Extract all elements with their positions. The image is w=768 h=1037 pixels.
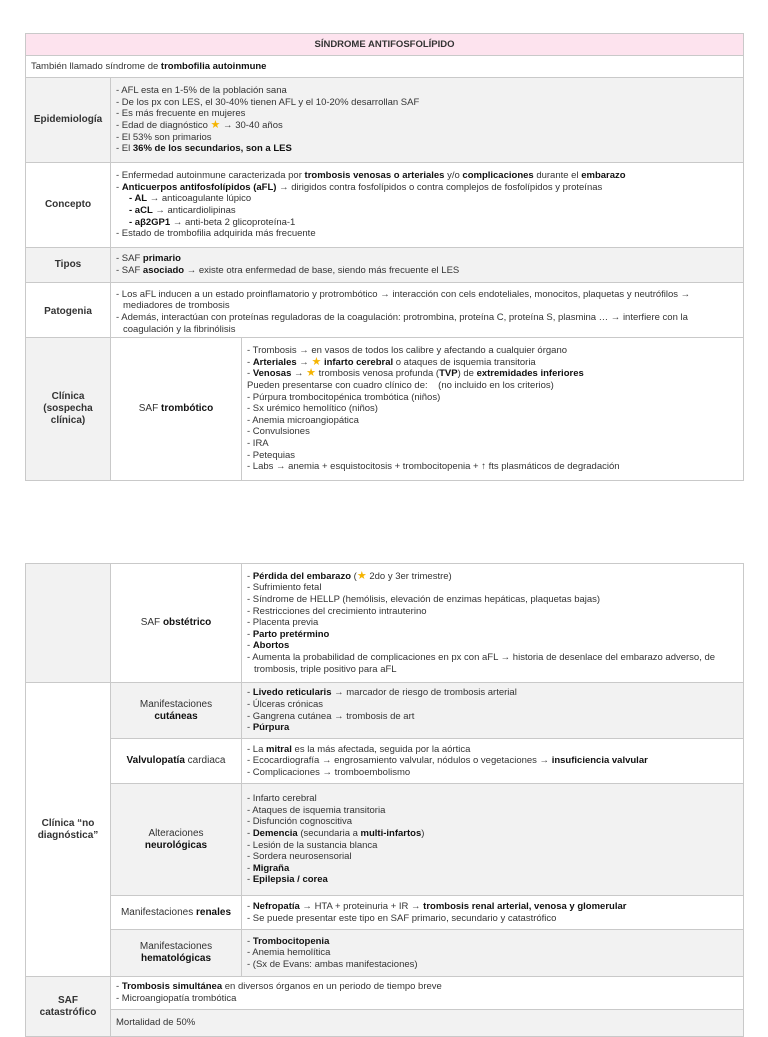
table-title: SÍNDROME ANTIFOSFOLÍPIDO — [26, 34, 744, 56]
row-concepto — [26, 163, 744, 248]
label-clinica: Clínica (sospecha clínica) — [26, 338, 111, 481]
content-saf-trombotico: - Trombosis → en vasos de todos los calibre y afectando a cualquier órgano - Arteriales → ★ infarto cerebral o ataques de isquemia transitoria - Venosas → ★ trombosis venosa profunda (TVP) de extremidades inferiores Pueden presentarse con cuadro clínico de: (no incluido en los criterios) - Púrpura trombocitopénica trombótica (niños) - Sx urémico hemolítico (niños) - Anemia microangiopática - Convulsiones - IRA - Petequias - Labs → anemia + esquistocitosis + trombocitopenia + ↑ fts plasmáticos de degradación — [242, 338, 744, 481]
content-hematologicas: - Trombocitopenia - Anemia hemolítica - (Sx de Evans: ambas manifestaciones) — [242, 930, 744, 977]
row-hematologicas — [26, 930, 744, 977]
content-mortalidad: Mortalidad de 50% — [111, 1010, 744, 1037]
sub-saf-obstetrico: SAF obstétrico — [111, 564, 242, 683]
table-main — [25, 33, 744, 342]
sub-cutaneas: Manifestaciones cutáneas — [111, 683, 242, 739]
sub-renales: Manifestaciones renales — [111, 896, 242, 930]
sub-valvulopatia: Valvulopatía cardiaca — [111, 739, 242, 784]
sub-saf-trombotico: SAF trombótico — [111, 338, 242, 481]
label-tipos: Tipos — [26, 248, 111, 283]
sub-hematologicas: Manifestaciones hematológicas — [111, 930, 242, 977]
content-tipos: - SAF primario - SAF asociado → existe otra enfermedad de base, siendo más frecuente el LES — [111, 248, 744, 283]
row-mortalidad — [26, 1010, 744, 1037]
row-valvulopatia — [26, 739, 744, 784]
table-clinica — [25, 337, 744, 481]
row-neurologicas — [26, 784, 744, 896]
row-patogenia — [26, 283, 744, 342]
label-epidemiologia: Epidemiología — [26, 78, 111, 163]
row-clinica — [26, 338, 744, 481]
content-catastrofico: - Trombosis simultánea en diversos órganos en un periodo de tiempo breve - Microangiopatía trombótica — [111, 977, 744, 1010]
content-renales: - Nefropatía → HTA + proteinuria + IR → trombosis renal arterial, venosa y glomerular - Se puede presentar este tipo en SAF primario, secundario y catastrófico — [242, 896, 744, 930]
row-catastrofico — [26, 977, 744, 1010]
label-no-diagnostica: Clínica “no diagnóstica” — [26, 683, 111, 977]
table-catastrofico — [25, 976, 744, 1037]
label-empty — [26, 564, 111, 683]
row-tipos — [26, 248, 744, 283]
sub-neurologicas: Alteraciones neurológicas — [111, 784, 242, 896]
content-saf-obstetrico: - Pérdida del embarazo (★ 2do y 3er trimestre) - Sufrimiento fetal - Síndrome de HELLP (hemólisis, elevación de enzimas hepáticas, plaquetas bajas) - Restricciones del crecimiento intrauterino - Placenta previa - Parto pretérmino - Abortos - Aumenta la probabilidad de complicaciones en px con aFL → historia de desenlace del embarazo adverso, de trombosis, triple positivo para aFL — [242, 564, 744, 683]
row-obstetrico — [26, 564, 744, 683]
table-continuation — [25, 563, 744, 977]
intro-row: También llamado síndrome de trombofilia autoinmune — [26, 56, 744, 78]
content-epidemiologia: - AFL esta en 1-5% de la población sana - De los px con LES, el 30-40% tienen AFL y el 10-20% desarrollan SAF - Es más frecuente en mujeres - Edad de diagnóstico ★ → 30-40 años - El 53% son primarios - El 36% de los secundarios, son a LES — [111, 78, 744, 163]
star-icon: ★ — [210, 119, 221, 131]
row-cutaneas — [26, 683, 744, 739]
label-concepto: Concepto — [26, 163, 111, 248]
content-valvulopatia: - La mitral es la más afectada, seguida por la aórtica - Ecocardiografía → engrosamiento valvular, nódulos o vegetaciones → insuficiencia valvular - Complicaciones → tromboembolismo — [242, 739, 744, 784]
star-icon: ★ — [311, 355, 322, 368]
label-catastrofico: SAF catastrófico — [26, 977, 111, 1037]
row-epidemiologia — [26, 78, 744, 163]
content-patogenia: - Los aFL inducen a un estado proinflamatorio y protrombótico → interacción con cels endoteliales, monocitos, plaquetas y neutrófilos → mediadores de trombosis - Además, interactúan con proteínas reguladoras de la coagulación: protrombina, proteína C, proteína S, plasmina … → interfiere con la coagulación y la fibrinólisis — [111, 283, 744, 342]
content-neurologicas: - Infarto cerebral - Ataques de isquemia transitoria - Disfunción cognoscitiva - Demencia (secundaria a multi-infartos) - Lesión de la sustancia blanca - Sordera neurosensorial - Migraña - Epilepsia / corea — [242, 784, 744, 896]
star-icon: ★ — [306, 367, 317, 380]
star-icon: ★ — [356, 569, 367, 582]
label-patogenia: Patogenia — [26, 283, 111, 342]
row-renales — [26, 896, 744, 930]
content-concepto: - Enfermedad autoinmune caracterizada por trombosis venosas o arteriales y/o complicaciones durante el embarazo - Anticuerpos antifosfolípidos (aFL) → dirigidos contra fosfolípidos o contra complejos de fosfolípidos y proteínas - AL → anticoagulante lúpico - aCL → anticardiolipinas - aβ2GP1 → anti-beta 2 glicoproteína-1 - Estado de trombofilia adquirida más frecuente — [111, 163, 744, 248]
content-cutaneas: - Livedo reticularis → marcador de riesgo de trombosis arterial - Úlceras crónicas - Gangrena cutánea → trombosis de art - Púrpura — [242, 683, 744, 739]
